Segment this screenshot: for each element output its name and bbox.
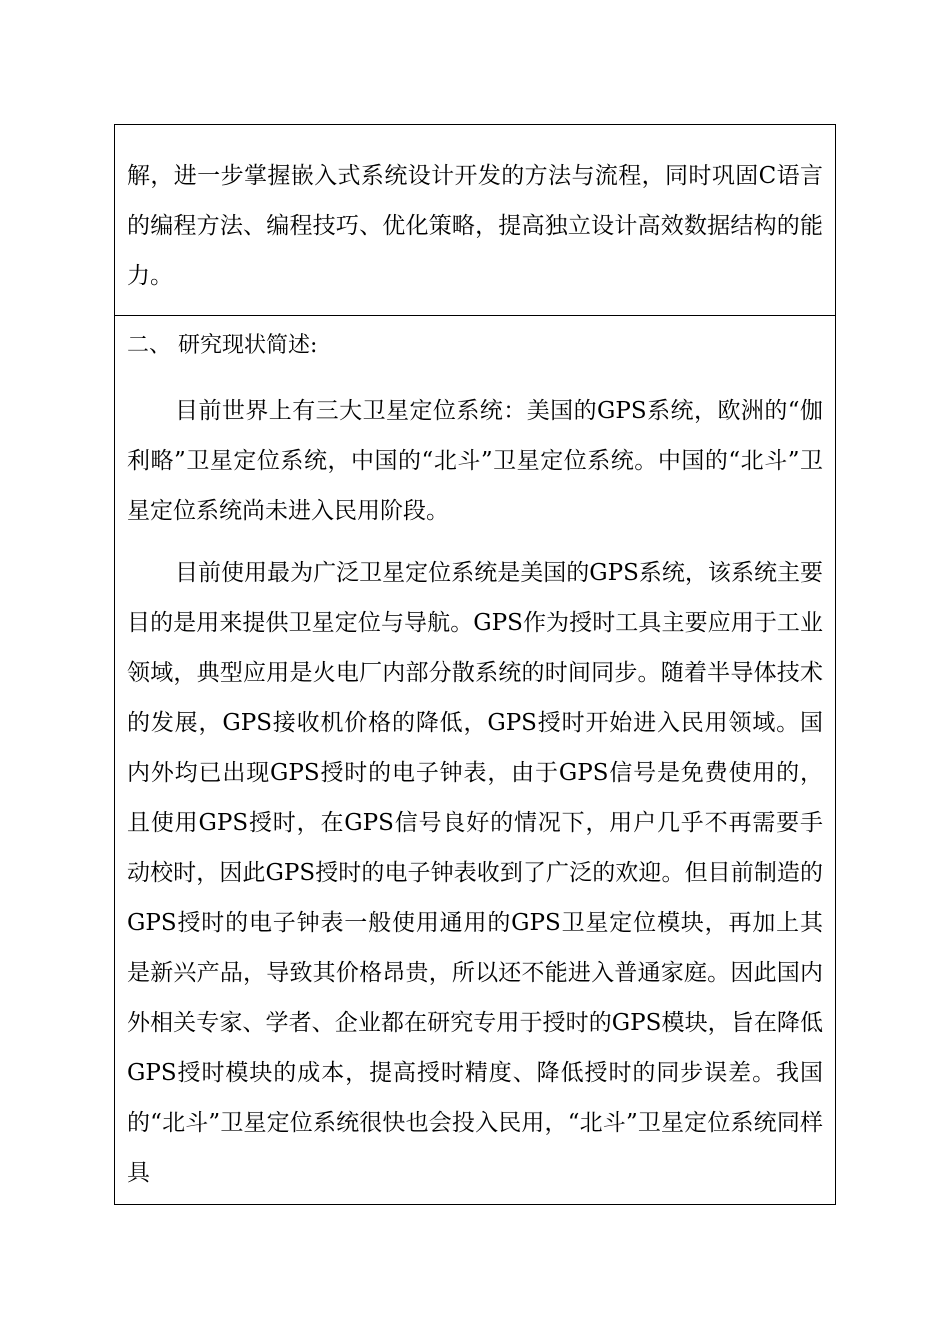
intro-paragraph: 解，进一步掌握嵌入式系统设计开发的方法与流程，同时巩固C语言的编程方法、编程技巧、优化策略，提高独立设计高效数据结构的能力。 — [127, 163, 823, 289]
section-heading: 二、 研究现状简述: — [127, 333, 318, 358]
body-paragraph-1: 目前世界上有三大卫星定位系统：美国的GPS系统，欧洲的“伽利略”卫星定位系统，中国的“北斗”卫星定位系统。中国的“北斗”卫星定位系统尚未进入民用阶段。 — [127, 398, 823, 524]
body-paragraph-2: 目前使用最为广泛卫星定位系统是美国的GPS系统，该系统主要目的是用来提供卫星定位与导航。GPS作为授时工具主要应用于工业领域，典型应用是火电厂内部分散系统的时间同步。随着半导体技术的发展，GPS接收机价格的降低，GPS授时开始进入民用领域。国内外均已出现GPS授时的电子钟表，由于GPS信号是免费使用的，且使用GPS授时，在GPS信号良好的情况下，用户几乎不再需要手动校时，因此GPS授时的电子钟表收到了广泛的欢迎。但目前制造的GPS授时的电子钟表一般使用通用的GPS卫星定位模块，再加上其是新兴产品，导致其价格昂贵，所以还不能进入普通家庭。因此国内外相关专家、学者、企业都在研究专用于授时的GPS模块，旨在降低GPS授时模块的成本，提高授时精度、降低授时的同步误差。我国的“北斗”卫星定位系统很快也会投入民用，“北斗”卫星定位系统同样具 — [127, 560, 823, 1186]
table-cell-intro — [115, 125, 835, 316]
document-table — [114, 124, 836, 1205]
table-cell-research-status — [115, 316, 835, 1204]
